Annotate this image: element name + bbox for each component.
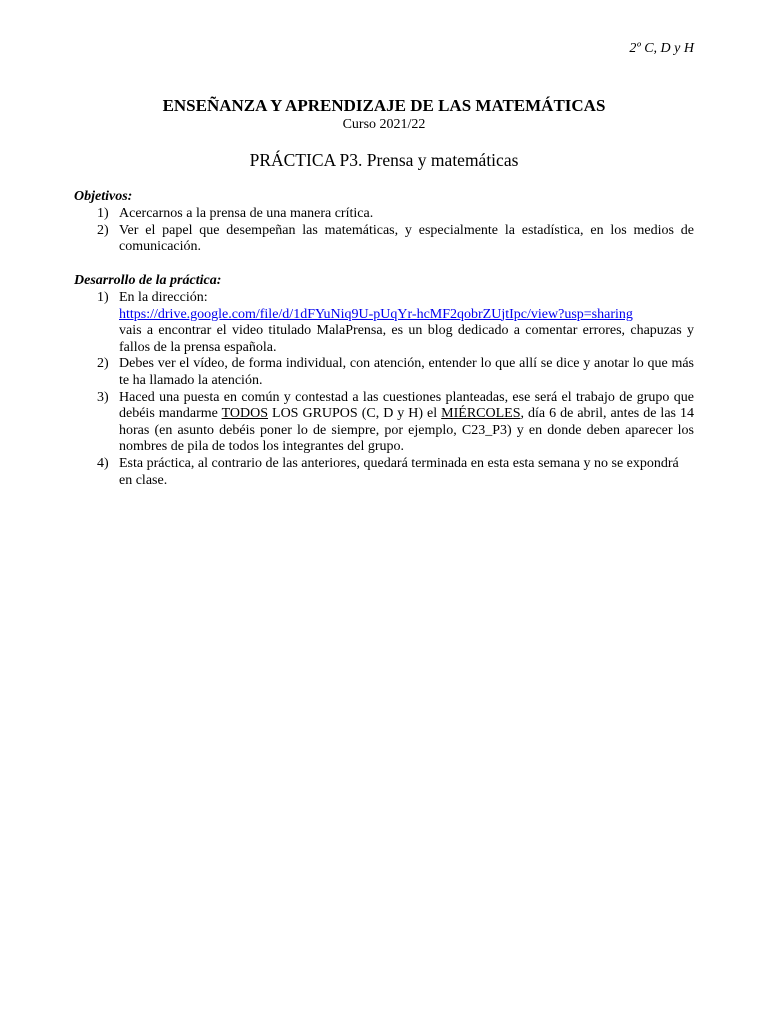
item-text	[119, 290, 694, 356]
list-item	[74, 456, 694, 489]
list-item	[74, 290, 694, 356]
item-text-part: , día 6 de abril, antes de las 14 horas (en asunto debéis poner lo de siempre, por ejemplo, C23_P3) y en donde deben aparecer los nombres de pila de todos los integrantes del grupo.	[119, 406, 694, 455]
list-item	[74, 206, 694, 223]
document-title: ENSEÑANZA Y APRENDIZAJE DE LAS MATEMÁTICAS	[162, 96, 606, 115]
video-link[interactable]: https://drive.google.com/file/d/1dFYuNiq9U-pUqYr-hcMF2qobrZUjtIpc/view?usp=sharing	[119, 306, 633, 322]
item-text	[119, 390, 694, 456]
emphasis-todos: TODOS	[221, 406, 269, 422]
link-description: vais a encontrar el video titulado MalaPrensa, es un blog dedicado a comentar errores, chapuzas y fallos de la prensa española.	[119, 323, 694, 355]
list-item	[74, 390, 694, 456]
item-number: 4)	[97, 455, 109, 471]
group-label: 2º C, D y H	[629, 41, 694, 56]
objectives-heading: Objetivos:	[74, 189, 133, 204]
course-year: Curso 2021/22	[342, 117, 426, 132]
item-text: Esta práctica, al contrario de las anteriores, quedará terminada en esta esta semana y no se expondrá en clase.	[119, 455, 679, 488]
item-number: 3)	[97, 389, 109, 405]
list-item	[74, 356, 694, 389]
item-number: 1)	[97, 206, 109, 221]
item-number: 1)	[97, 290, 109, 305]
objectives-list	[74, 206, 694, 256]
item-number: 2)	[97, 356, 109, 372]
item-text: Acercarnos a la prensa de una manera crítica.	[119, 206, 374, 221]
address-intro: En la dirección:	[119, 290, 208, 305]
item-text-part: Haced una puesta en común y contestad a las cuestiones planteadas, ese será el trabajo de grupo que debéis mandarme	[119, 389, 694, 422]
practice-title: PRÁCTICA P3. Prensa y matemáticas	[249, 150, 519, 170]
item-text: Ver el papel que desempeñan las matemáticas, y especialmente la estadística, en los medios de comunicación.	[119, 222, 694, 255]
item-number: 2)	[97, 222, 109, 238]
development-list	[74, 290, 694, 489]
emphasis-miercoles: MIÉRCOLES	[441, 406, 521, 422]
list-item	[74, 223, 694, 256]
item-text-part: LOS GRUPOS (C, D y H) el	[268, 406, 442, 422]
item-text: Debes ver el vídeo, de forma individual, con atención, entender lo que allí se dice y anotar lo que más te ha llamado la atención.	[119, 356, 694, 388]
development-heading: Desarrollo de la práctica:	[74, 273, 222, 288]
